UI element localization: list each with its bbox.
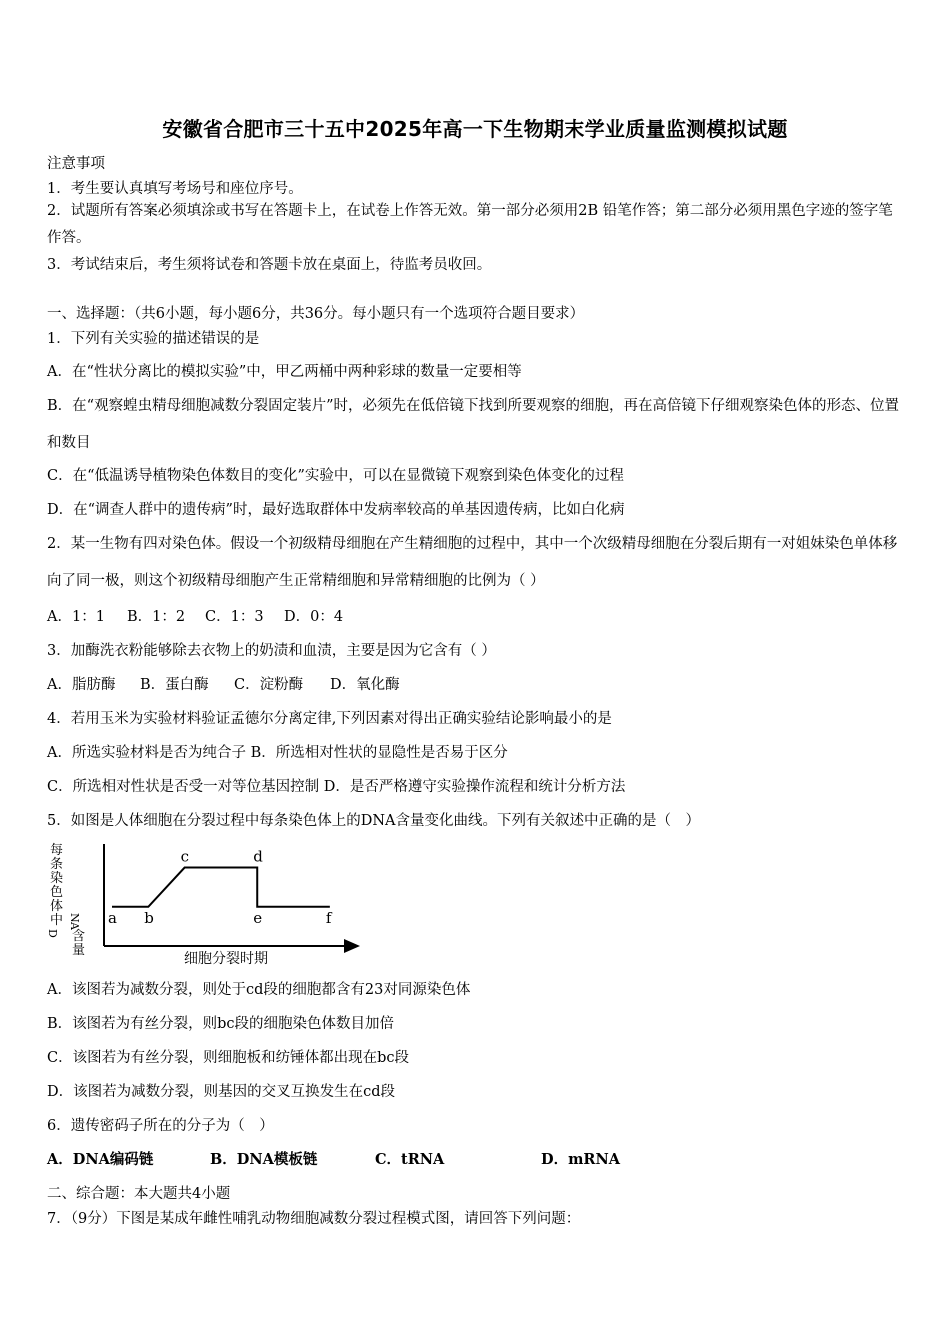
section1-heading: 一、选择题：（共6小题，每小题6分，共36分。每小题只有一个选项符合题目要求）	[47, 306, 585, 322]
chart-ylabel-col1-char-2: 染	[50, 871, 64, 886]
chart-series-line	[112, 868, 330, 907]
q2-options	[47, 605, 343, 626]
q6-options	[47, 1148, 620, 1169]
q3-option-d: D．氧化酶	[330, 677, 400, 693]
q1-option-b: B．在“观察蝗虫精母细胞减数分裂固定装片”时，必须先在低倍镜下找到所要观察的细胞，再在高倍镜下仔细观察染色体的形态、位置和数目	[47, 398, 899, 451]
chart-ylabel-col1-char-0: 每	[50, 843, 64, 858]
q6-option-b: B．DNA模板链	[210, 1151, 318, 1168]
q3-option-b: B．蛋白酶	[140, 677, 209, 693]
q6-option-c: C．tRNA	[375, 1151, 445, 1168]
chart-ylabel-col2-char-0: N	[68, 913, 81, 923]
q7-stem: 7．（9分）下图是某成年雌性哺乳动物细胞减数分裂过程模式图，请回答下列问题：	[47, 1211, 581, 1227]
chart-point-label-c: c	[180, 847, 190, 866]
chart-point-label-b: b	[144, 908, 154, 927]
q1-option-c: C．在“低温诱导植物染色体数目的变化”实验中，可以在显微镜下观察到染色体变化的过程	[47, 468, 624, 484]
q1-option-d: D．在“调查人群中的遗传病”时，最好选取群体中发病率较高的单基因遗传病，比如白化病	[47, 502, 625, 518]
chart-point-label-d: d	[253, 847, 263, 866]
q5-option-a: A．该图若为减数分裂，则处于cd段的细胞都含有23对同源染色体	[47, 982, 471, 998]
notice-item-1: 1．考生要认真填写考场号和座位序号。	[47, 181, 303, 197]
chart-x-axis-arrow	[344, 939, 360, 953]
chart-ylabel-col1-char-5: 中	[50, 913, 64, 928]
notice-item-3: 3．考试结束后，考生须将试卷和答题卡放在桌面上，待监考员收回。	[47, 257, 492, 273]
chart-ylabel-col2-char-1: A	[68, 922, 81, 930]
q5-stem: 5．如图是人体细胞在分裂过程中每条染色体上的DNA含量变化曲线。下列有关叙述中正确的是（ ）	[47, 813, 701, 829]
q2-option-b: B．1：2	[127, 609, 186, 625]
q5-option-d: D．该图若为减数分裂，则基因的交叉互换发生在cd段	[47, 1084, 396, 1100]
chart-y-axis-label	[46, 843, 85, 958]
q4-stem: 4．若用玉米为实验材料验证孟德尔分离定律,下列因素对得出正确实验结论影响最小的是	[47, 711, 612, 727]
q3-option-a: A．脂肪酶	[47, 677, 116, 693]
q6-stem: 6．遗传密码子所在的分子为（ ）	[47, 1118, 274, 1134]
q4-options-ab: A．所选实验材料是否为纯合子 B．所选相对性状的显隐性是否易于区分	[47, 745, 508, 761]
chart-ylabel-col1-char-1: 条	[50, 857, 64, 872]
q5-option-b: B．该图若为有丝分裂，则bc段的细胞染色体数目加倍	[47, 1016, 395, 1032]
chart-ylabel-col1-char-3: 色	[50, 885, 64, 900]
chart-point-label-a: a	[108, 908, 117, 927]
q2-option-d: D．0：4	[284, 609, 344, 625]
section2-heading: 二、综合题：本大题共4小题	[47, 1186, 231, 1202]
q6-option-d: D．mRNA	[541, 1151, 620, 1168]
chart-ylabel-col1-char-4: 体	[50, 899, 64, 914]
q3-option-c: C．淀粉酶	[234, 677, 304, 693]
q3-stem: 3．加酶洗衣粉能够除去衣物上的奶渍和血渍，主要是因为它含有（ ）	[47, 643, 496, 659]
chart-ylabel-col1-char-6: D	[46, 929, 59, 938]
q4-options-cd: C．所选相对性状是否受一对等位基因控制 D．是否严格遵守实验操作流程和统计分析方法	[47, 779, 626, 795]
notice-item-2: 2．试题所有答案必须填涂或书写在答题卡上，在试卷上作答无效。第一部分必须用2B 铅笔作答；第二部分必须用黑色字迹的签字笔作答。	[47, 203, 893, 246]
notice-heading: 注意事项	[47, 156, 105, 172]
q5-option-c: C．该图若为有丝分裂，则细胞板和纺锤体都出现在bc段	[47, 1050, 409, 1066]
q2-option-a: A．1：1	[47, 609, 105, 625]
chart-ylabel-col2-char-2: 含	[72, 929, 86, 944]
chart-point-label-e: e	[253, 908, 263, 927]
q1-stem: 1．下列有关实验的描述错误的是	[47, 331, 260, 347]
q6-option-a: A．DNA编码链	[47, 1151, 154, 1168]
chart-point-label-f: f	[325, 908, 332, 927]
dna-content-chart	[44, 838, 364, 968]
q1-option-a: A．在“性状分离比的模拟实验”中，甲乙两桶中两种彩球的数量一定要相等	[47, 364, 522, 380]
page-title: 安徽省合肥市三十五中2025年高一下生物期末学业质量监测模拟试题	[162, 117, 788, 141]
q3-options	[47, 673, 400, 694]
q2-option-c: C．1：3	[205, 609, 264, 625]
q2-stem: 2．某一生物有四对染色体。假设一个初级精母细胞在产生精细胞的过程中，其中一个次级精母细胞在分裂后期有一对姐妹染色单体移向了同一极，则这个初级精母细胞产生正常精细胞和异常精细胞的比例为（ ）	[47, 536, 898, 589]
chart-ylabel-col2-char-3: 量	[72, 943, 86, 958]
chart-x-axis-label: 细胞分裂时期	[184, 951, 268, 967]
